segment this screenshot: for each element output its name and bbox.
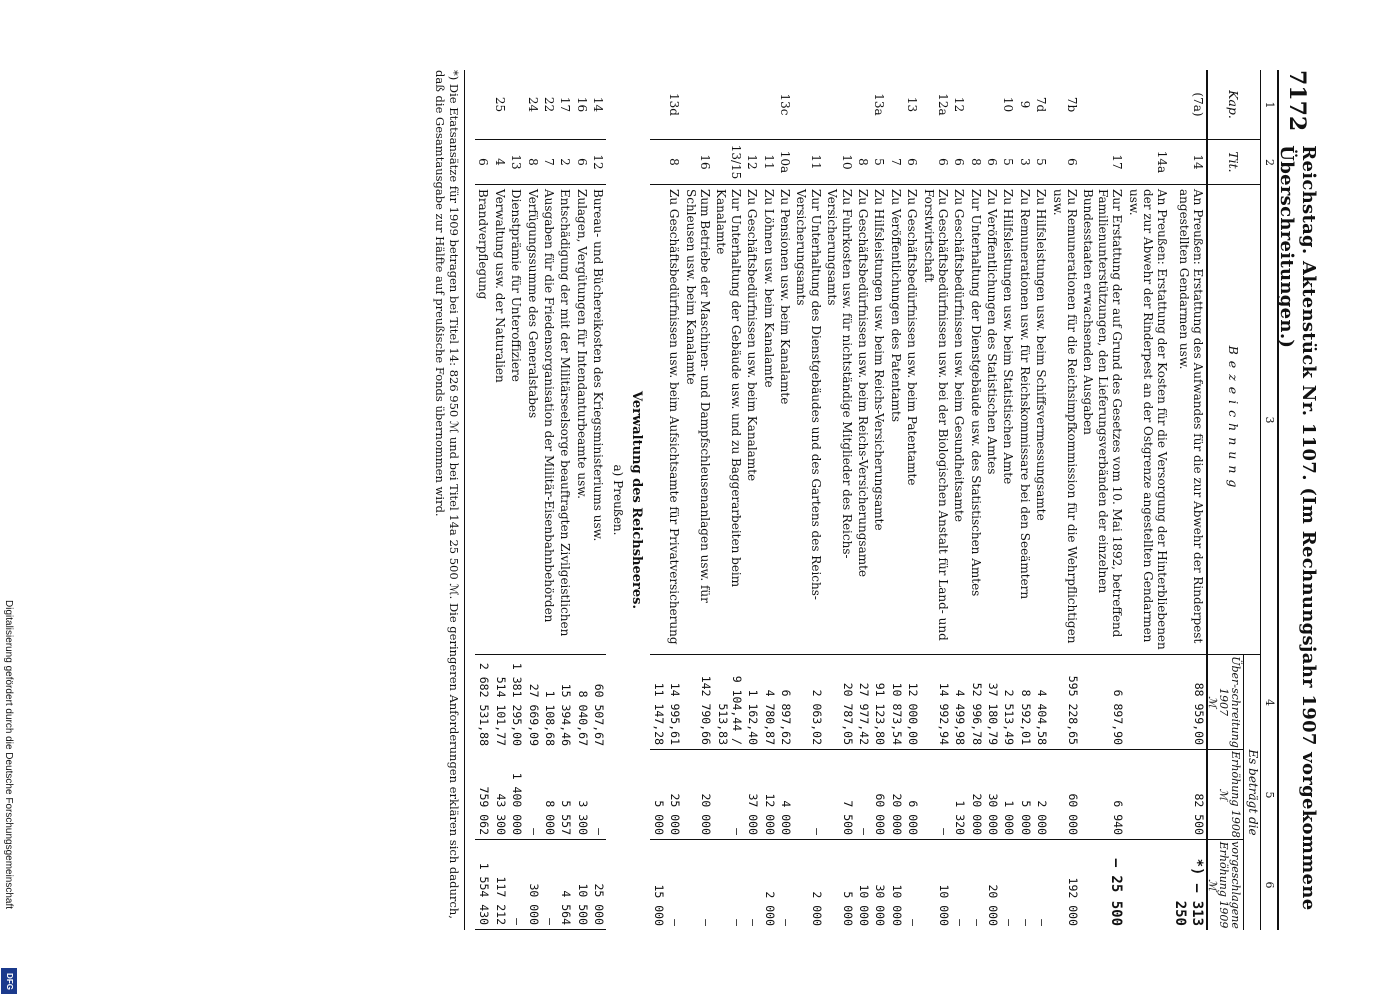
header-col5: Erhöhung 1908 ℳ — [1206, 750, 1243, 840]
table-cell-bezeichnung: Zur Erstattung der auf Grund des Gesetzes vom 10. Mai 1892, betreffend Familienunterstützungen, den Lieferungsverbänden der einzelnen Bundesstaaten erwachsenden Ausgaben — [1080, 185, 1125, 655]
table-cell-kap: 7d — [1033, 70, 1049, 140]
table-cell-1907: 2 682 531,88 — [477, 662, 492, 746]
table-cell-bezeichnung: Ausgaben für die Friedensorganisation der Militär-Eisenbahnbehörden — [541, 185, 557, 655]
table-cell-1908: 6 000 — [904, 750, 920, 840]
table-cell-1909: *) — 313 250 — [1172, 858, 1205, 926]
table-cell-1907: 15 394,46 — [559, 683, 574, 746]
table-cell-kap — [508, 70, 524, 140]
table-cell-1909: — — [699, 919, 714, 926]
table-cell-1909: — — [508, 840, 524, 930]
table-cell-1907: 595 228,65 — [1049, 655, 1080, 750]
table-cell-1907: 10 873,54 — [887, 655, 903, 750]
table-cell-1907: 11 147,28 — [650, 655, 666, 750]
table-cell-tit — [650, 140, 666, 185]
table-cell-bezeichnung: Zu Remunerationen usw. für Reichskommissare bei den Seeämtern — [1017, 185, 1033, 655]
side-note — [0, 600, 18, 980]
table-cell-bezeichnung: Zu Geschäftsbedürfnissen usw. bei der Biologischen Anstalt für Land- und Forstwirtschaft — [920, 185, 951, 655]
table-cell-1908: — — [590, 750, 606, 840]
header-kap: Kap. — [1207, 70, 1260, 140]
table-cell-1909 — [1125, 840, 1170, 930]
table-cell-1908: 5 000 — [1017, 750, 1033, 840]
table-cell-bezeichnung: An Preußen: Erstattung der Kosten für die Versorgung der Hinterbliebenen der zur Abwehr der Rinderpest an der Ostgrenze angestellten Gendarmen usw. — [1125, 185, 1170, 655]
table-cell-1907: 1 381 295,00 — [510, 662, 525, 746]
table-cell-1909: — — [779, 919, 794, 926]
table-cell-1909: — — [746, 919, 761, 926]
table-cell-tit: 2 — [557, 140, 573, 185]
table-cell-1907: 4 404,58 — [1033, 655, 1049, 750]
table-cell-tit: 6 — [984, 140, 1000, 185]
table-cell-1909: — — [1035, 919, 1050, 926]
table-cell-1908: 4 000 — [777, 750, 793, 840]
table-cell-bezeichnung: Zu Hilfsleistungen usw. beim Reichs-Versicherungsamte — [871, 185, 887, 655]
header-subcolumns — [1207, 655, 1243, 930]
table-cell-1907: 91 123,80 — [871, 655, 887, 750]
table-cell-1908: 1 400 000 — [508, 750, 524, 840]
table-cell-1909: 1 554 430 — [475, 840, 491, 930]
table-cell-bezeichnung: An Preußen: Erstattung des Aufwandes für die zur Abwehr der Rinderpest angestellten Gendarmen usw. — [1170, 185, 1206, 655]
table-header — [1206, 70, 1260, 930]
table-cell-1909: — — [541, 840, 557, 930]
table-cell-kap: 13 — [904, 70, 920, 140]
table-cell-1907: 52 996,78 — [967, 655, 983, 750]
table-cell-1908: — — [524, 750, 540, 840]
column-number-row — [1260, 70, 1277, 930]
table-cell-1909: 117 212 — [491, 840, 507, 930]
table-cell-1909: — — [668, 919, 683, 926]
table-cell-1908: — — [713, 750, 744, 840]
table-cell-tit: 4 — [491, 140, 507, 185]
table-cell-1909: — — [1002, 919, 1017, 926]
table-cell-tit: 14 — [1170, 140, 1206, 185]
table-cell-1907: 6 897,62 — [777, 655, 793, 750]
table-cell-1909: 30 000 — [873, 884, 888, 926]
side-note-text: Digitalisierung gefördert durch die Deutsche Forschungsgemeinschaft — [3, 600, 14, 910]
table-cell-kap — [475, 70, 491, 140]
table-cell-bezeichnung: Zur Unterhaltung der Dienstgebäude usw. des Statistischen Amtes — [967, 185, 983, 655]
column-number: 4 — [1262, 699, 1276, 706]
header-amount-group — [1207, 655, 1260, 930]
page-number: 7172 — [1284, 70, 1311, 132]
table-cell-bezeichnung: Zur Unterhaltung des Dienstgebäudes und des Gartens des Reichs-Versicherungsamts — [793, 185, 824, 655]
table-cell-1907: 142 790,66 — [682, 655, 713, 750]
table-cell-1908: — — [920, 750, 951, 840]
header-tit: Tit. — [1207, 140, 1260, 185]
document-page — [75, 70, 1319, 930]
table-cell-kap — [760, 70, 776, 140]
table-cell-tit: 3 — [1017, 140, 1033, 185]
table-cell-1907: 4 780,87 — [760, 655, 776, 750]
table-cell-kap: 13a — [871, 70, 887, 140]
column-number: 3 — [1262, 416, 1276, 424]
table-cell-1909: 25 000 — [590, 840, 606, 930]
column-number: 5 — [1262, 791, 1276, 799]
table-cell-1909: — 25 500 — [1108, 858, 1125, 926]
table-cell-tit: 5 — [1033, 140, 1049, 185]
table-cell-kap — [1080, 70, 1125, 140]
table-cell-tit: 10 — [824, 140, 855, 185]
column-number: 1 — [1262, 101, 1276, 109]
table-cell-tit: 8 — [666, 140, 682, 185]
table-cell-1909: — — [906, 919, 921, 926]
table-cell-1909: 192 000 — [1066, 877, 1081, 926]
table-cell-tit: 8 — [967, 140, 983, 185]
table-cell-1908: 5 000 — [650, 750, 666, 840]
table-cell-kap — [824, 70, 855, 140]
table-cell-1907: 1 162,40 — [744, 655, 760, 750]
table-cell-1909: 10 000 — [856, 884, 871, 926]
table-cell-kap: 13d — [666, 70, 682, 140]
table-cell-kap: 9 — [1017, 70, 1033, 140]
table-cell-1909: — — [729, 919, 744, 926]
table-cell-tit: 5 — [871, 140, 887, 185]
table-cell-1909: 10 500 — [573, 840, 589, 930]
logo-text: DFG — [4, 972, 14, 990]
table-cell-1909: 20 000 — [986, 884, 1001, 926]
table-cell-kap — [984, 70, 1000, 140]
table-cell-1909: 5 000 — [840, 891, 855, 926]
table-cell-kap: 22 — [541, 70, 557, 140]
table-cell-bezeichnung: Zur Unterhaltung der Gebäude usw. und zu Baggerarbeiten beim Kanalamte — [713, 185, 744, 655]
table-cell-1909: — — [1018, 919, 1033, 926]
table-cell-kap — [855, 70, 871, 140]
table-cell-bezeichnung: Zu Geschäftsbedürfnissen usw. beim Reichs-Versicherungsamte — [855, 185, 871, 655]
table-cell-1907: 88 959,00 — [1170, 655, 1206, 750]
table-cell-tit: 10a — [777, 140, 793, 185]
table-cell-kap: 13c — [777, 70, 793, 140]
table-cell-tit: 11 — [760, 140, 776, 185]
table-cell-1907 — [1125, 655, 1170, 750]
table-cell-1908: 1 320 — [951, 750, 967, 840]
dfg-logo — [1, 968, 17, 994]
table-cell-kap: 12 — [951, 70, 967, 140]
table-cell-bezeichnung: Verwaltung usw. der Naturalien — [491, 185, 507, 655]
table-cell-tit: 16 — [682, 140, 713, 185]
page-title: Reichstag. Aktenstück Nr. 1107. (Im Rechnungsjahr 1907 vorgekommene Überschreitungen.) — [1276, 145, 1319, 911]
table-cell-1909: 15 000 — [651, 884, 666, 926]
table-cell-bezeichnung: Zu Hilfsleistungen usw. beim Schiffsvermessungsamte — [1033, 185, 1049, 655]
table-cell-kap — [650, 70, 666, 140]
table-cell-1907: 8 592,01 — [1017, 655, 1033, 750]
table-body — [475, 70, 1206, 930]
unit-symbol: ℳ — [1205, 696, 1219, 708]
header-col4: Über-schreitung 1907 ℳ — [1206, 655, 1243, 750]
table-cell-1907: 37 180,79 — [984, 655, 1000, 750]
table-cell-tit: 14a — [1125, 140, 1170, 185]
table-cell-bezeichnung — [650, 185, 666, 655]
table-cell-kap — [793, 70, 824, 140]
table-cell-bezeichnung: Zu Geschäftsbedürfnissen usw. beim Gesundheitsamte — [951, 185, 967, 655]
table-cell-tit: 5 — [1000, 140, 1016, 185]
table-cell-kap: 24 — [524, 70, 540, 140]
table-cell-1909: 30 000 — [524, 840, 540, 930]
table-cell-tit: 7 — [541, 140, 557, 185]
table-cell-kap — [744, 70, 760, 140]
table-cell-kap: 16 — [573, 70, 589, 140]
column-number: 2 — [1262, 159, 1276, 166]
table-cell-kap: 12a — [920, 70, 951, 140]
table-cell-bezeichnung: Zu Geschäftsbedürfnissen usw. beim Kanalamte — [744, 185, 760, 655]
table-cell-1909: — — [969, 919, 984, 926]
table-cell-1908: 60 000 — [1049, 750, 1080, 840]
table-cell-1907: 4 499,98 — [951, 655, 967, 750]
table-cell-bezeichnung: Dienstprämie für Unteroffiziere — [508, 185, 524, 655]
table-cell-tit: 6 — [475, 140, 491, 185]
table-cell-tit: 6 — [904, 140, 920, 185]
table-cell-1908: 759 062 — [475, 750, 491, 840]
table-cell-1908: 8 000 — [541, 750, 557, 840]
table-cell-1907: 1 108,68 — [542, 690, 557, 746]
table-cell-tit: 12 — [590, 140, 606, 185]
table-cell-kap: 14 — [590, 70, 606, 140]
header-col6: vorgeschlagene Erhöhung 1909 ℳ — [1205, 841, 1242, 929]
table-cell-tit: 8 — [524, 140, 540, 185]
table-cell-1907: 27 669,09 — [526, 683, 541, 746]
table-cell-1908: 12 000 — [760, 750, 776, 840]
table-cell-1908: 20 000 — [967, 750, 983, 840]
table-cell-bezeichnung: Zu Remunerationen für die Reichsimpfkommission für die Wehrpflichtigen usw. — [1049, 185, 1080, 655]
table-cell-bezeichnung: Brandverpflegung — [475, 185, 491, 655]
table-cell-bezeichnung: Zu Geschäftsbedürfnissen usw. beim Patentamte — [904, 185, 920, 655]
table-cell-tit: 7 — [887, 140, 903, 185]
table-cell-1908: 5 557 — [557, 750, 573, 840]
table-cell-kap — [887, 70, 903, 140]
column-number: 6 — [1262, 881, 1276, 889]
table-cell-tit: 6 — [920, 140, 951, 185]
table-cell-1907: 514 101,77 — [493, 676, 508, 746]
table-cell-1907: 2 063,02 — [793, 655, 824, 750]
unit-symbol: ℳ — [1217, 788, 1231, 801]
table-cell-1908: 2 000 — [1033, 750, 1049, 840]
table-cell-1908: 6 940 — [1080, 750, 1125, 840]
table-cell-1907: 14 995,61 — [666, 655, 682, 750]
table-cell-1908: 37 000 — [744, 750, 760, 840]
table-cell-1908: 3 300 — [573, 750, 589, 840]
table-cell-tit: 11 — [793, 140, 824, 185]
table-cell-tit: 12 — [744, 140, 760, 185]
table-cell-kap: (7a) — [1170, 70, 1206, 140]
table-cell-1907: 8 040,67 — [575, 690, 590, 746]
table-cell-tit: 8 — [855, 140, 871, 185]
table-cell-1907: 27 977,42 — [855, 655, 871, 750]
table-cell-1908: — — [855, 750, 871, 840]
table-cell-kap: 10 — [1000, 70, 1016, 140]
table-cell-1908: 43 300 — [491, 750, 507, 840]
section-heading: Verwaltung des Reichsheeres. — [629, 391, 645, 609]
table-cell-tit: 13/15 — [713, 140, 744, 185]
table-cell-kap: 17 — [557, 70, 573, 140]
table-cell-1908: 20 000 — [682, 750, 713, 840]
table-cell-bezeichnung: Zulagen, Vergütungen für Intendanturbeamte usw. — [573, 185, 589, 655]
table-cell-1907: 14 992,94 — [920, 655, 951, 750]
table-cell-1908 — [1125, 750, 1170, 840]
table-cell-bezeichnung: Zum Betriebe der Maschinen- und Dampfschleusenanlagen usw. für Schleusen usw. beim Kanalamte — [682, 185, 713, 655]
table-cell-kap — [1125, 70, 1170, 140]
table-cell-bezeichnung: Zu Pensionen usw. beim Kanalamte — [777, 185, 793, 655]
table-cell-kap — [713, 70, 744, 140]
table-cell-1909: — — [953, 919, 968, 926]
table-cell-bezeichnung: Entschädigung der mit der Militärseelsorge beauftragten Zivilgeistlichen — [557, 185, 573, 655]
table-cell-bezeichnung: Bureau- und Büchereikosten des Kriegsministeriums usw. — [590, 185, 606, 655]
table-cell-1907: 6 897,90 — [1080, 655, 1125, 750]
table-cell-tit: 6 — [951, 140, 967, 185]
table-cell-bezeichnung: Zu Veröffentlichungen des Patentamts — [887, 185, 903, 655]
table-cell-bezeichnung: Zu Hilfsleistungen usw. beim Statistischen Amte — [1000, 185, 1016, 655]
unit-symbol: ℳ — [1205, 879, 1219, 891]
table-cell-1907: 60 507,67 — [592, 683, 607, 746]
table-cell-1908: 1 000 — [1000, 750, 1016, 840]
table-cell-1907: 12 000,00 — [904, 655, 920, 750]
table-cell-1908: 7 500 — [824, 750, 855, 840]
table-cell-kap: 7b — [1049, 70, 1080, 140]
header-betraegt: Es beträgt die — [1243, 655, 1260, 930]
footnote: *) Die Etatsansätze für 1909 betragen bei Titel 14: 826 950 ℳ und bei Titel 14a 25 500 ℳ. Die geringeren Anforderungen erklären sich dadurch, daß die Gesamtausgabe zur Hälfte auf preußische Fonds übernommen wird. — [432, 70, 465, 930]
table-cell-1909: 2 000 — [809, 891, 824, 926]
table-cell-1909: 10 000 — [889, 884, 904, 926]
table-cell-kap: 25 — [491, 70, 507, 140]
table-cell-1908: 60 000 — [871, 750, 887, 840]
table-cell-tit: 13 — [508, 140, 524, 185]
table-cell-1908: 30 000 — [984, 750, 1000, 840]
sub-heading: a) Preußen. — [610, 464, 625, 536]
table-cell-1907: 9 104,44 / 513,83 — [713, 655, 744, 750]
table-cell-1908: 20 000 — [887, 750, 903, 840]
table-cell-bezeichnung: Verfügungssumme des Generalstabes — [524, 185, 540, 655]
table-cell-bezeichnung: Zu Veröffentlichungen des Statistischen Amtes — [984, 185, 1000, 655]
page-header — [1276, 70, 1319, 930]
table-cell-1907: 20 787,05 — [824, 655, 855, 750]
table-cell-1908: — — [793, 750, 824, 840]
table-cell-1908: 82 500 — [1170, 750, 1206, 840]
table-cell-tit: 6 — [573, 140, 589, 185]
table-cell-bezeichnung: Zu Geschäftsbedürfnissen usw. beim Aufsichtsamte für Privatversicherung — [666, 185, 682, 655]
header-bezeichnung: Bezeichnung — [1207, 185, 1260, 655]
table-cell-1909: 10 000 — [936, 884, 951, 926]
table-cell-1909: 4 564 — [557, 840, 573, 930]
table-cell-1907: 2 513,49 — [1000, 655, 1016, 750]
table-cell-bezeichnung: Zu Fuhrkosten usw. für nichtständige Mitglieder des Reichs-Versicherungsamts — [824, 185, 855, 655]
table-cell-1909: 2 000 — [762, 891, 777, 926]
table-cell-bezeichnung: Zu Löhnen usw. beim Kanalamte — [760, 185, 776, 655]
table-cell-kap — [682, 70, 713, 140]
table-cell-tit: 17 — [1080, 140, 1125, 185]
table-cell-tit: 6 — [1049, 140, 1080, 185]
table-cell-1908: 25 000 — [666, 750, 682, 840]
table-cell-kap — [967, 70, 983, 140]
